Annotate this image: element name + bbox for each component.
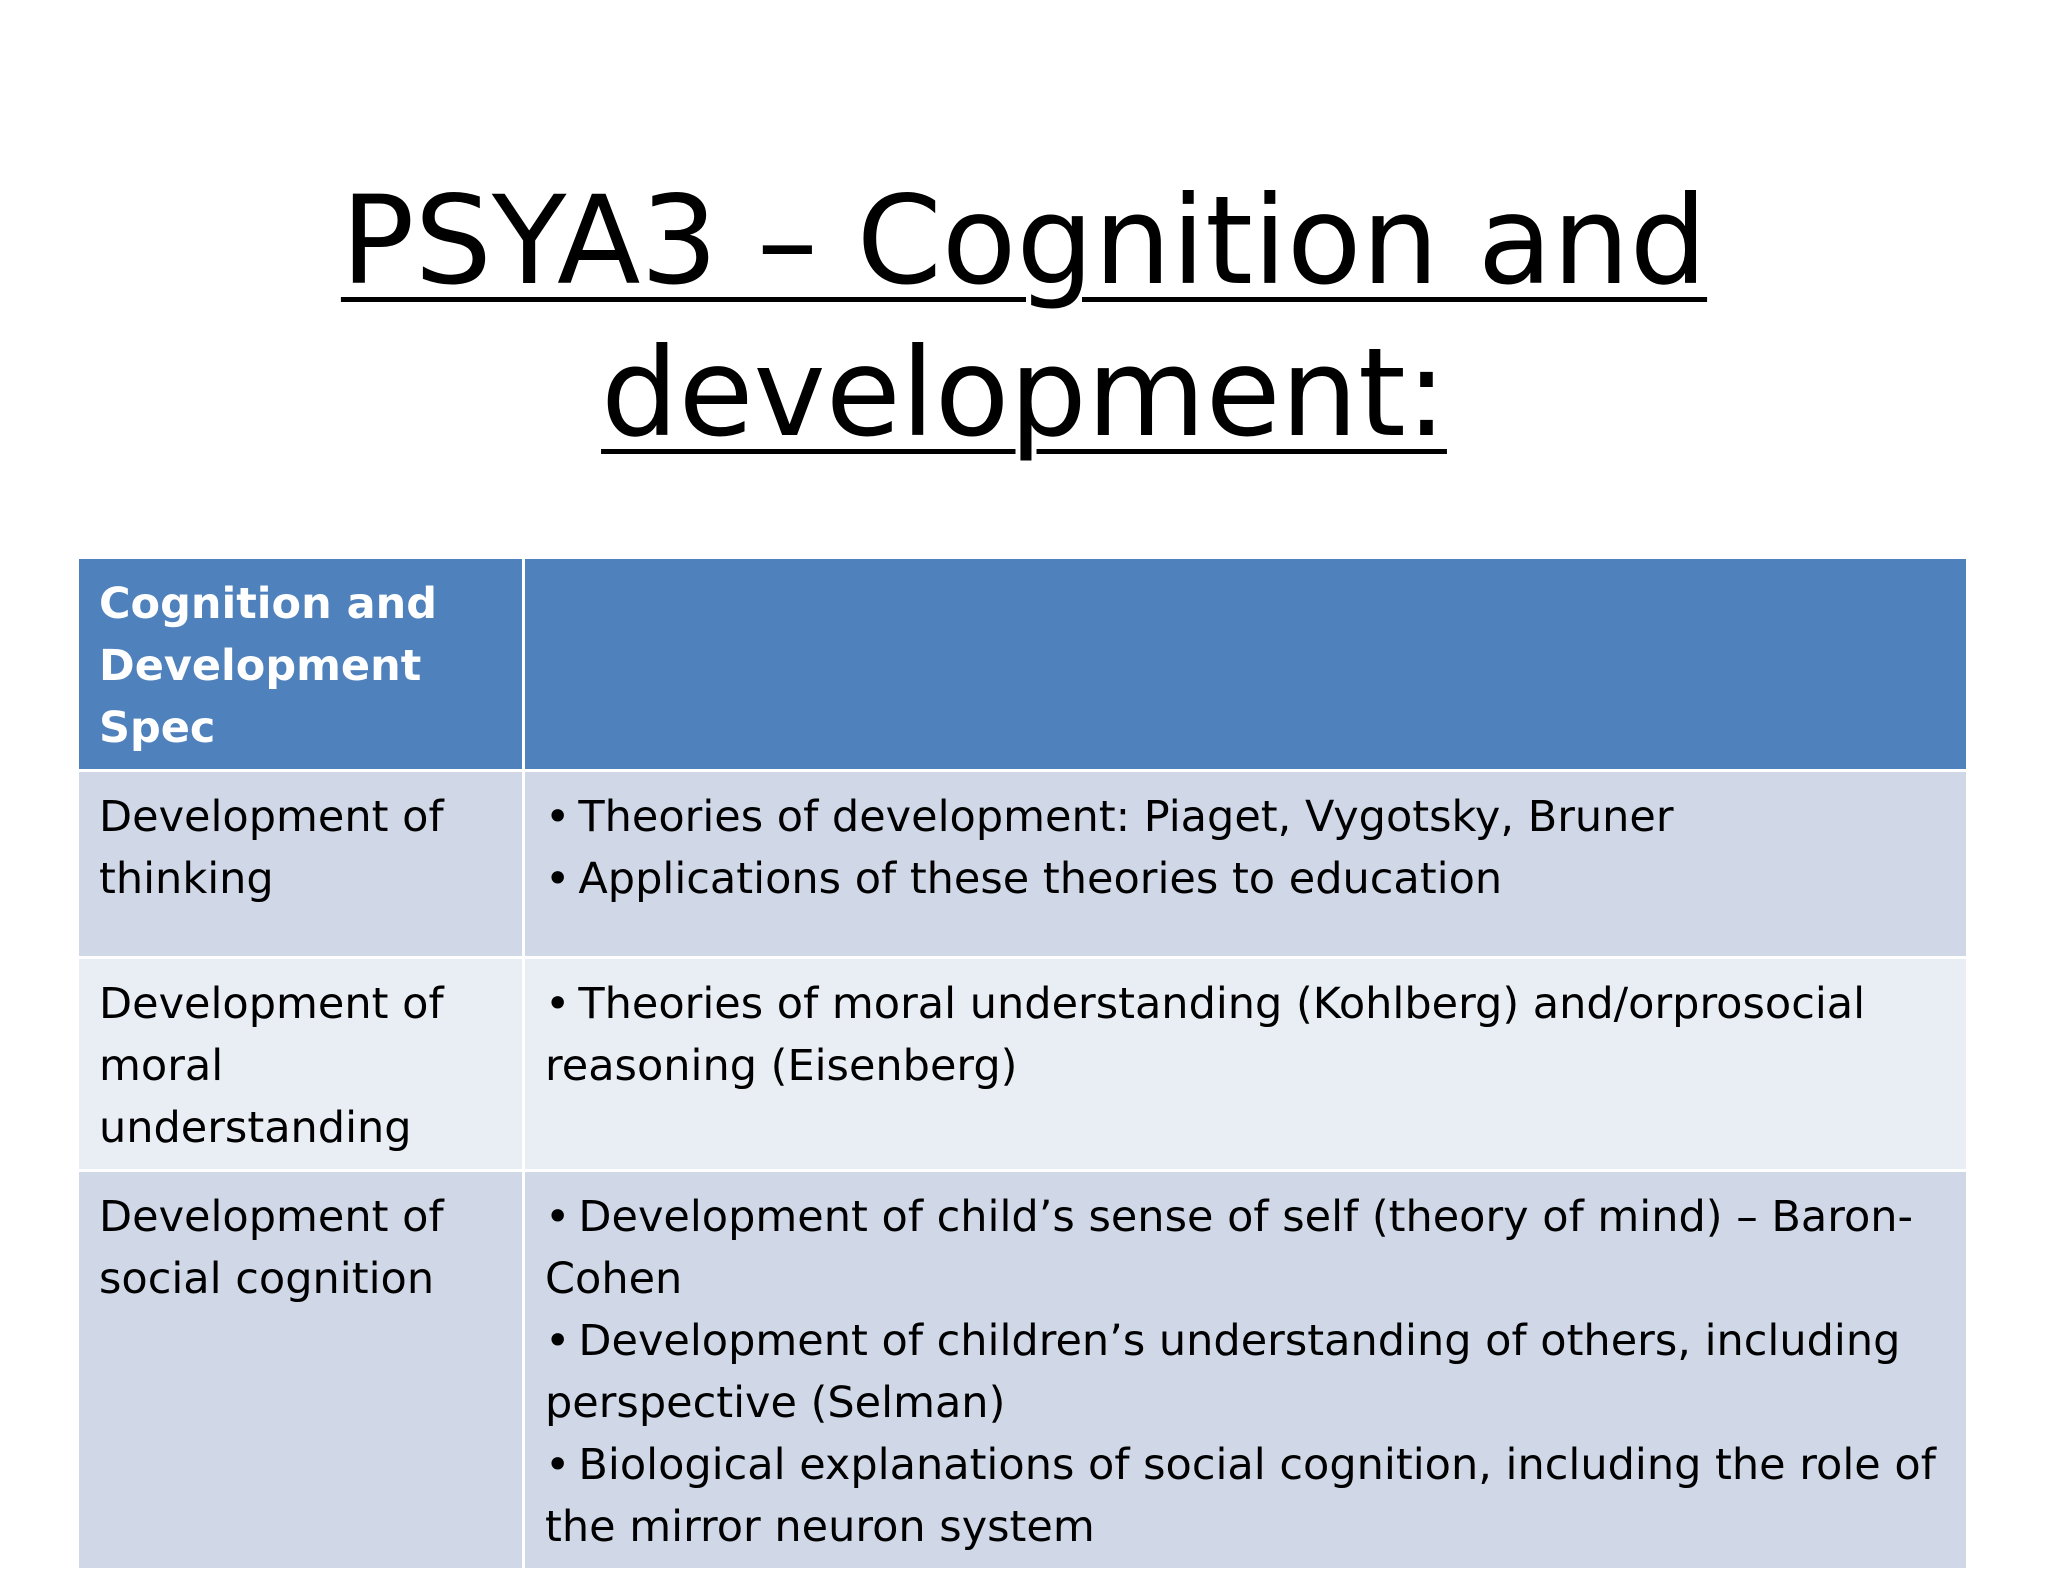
row-content [524,958,1968,1171]
list-item: • Development of child’s sense of self (theory of mind) – Baron-Cohen [545,1186,1946,1310]
list-item: • Development of children’s understanding of others, including perspective (Selman) [545,1310,1946,1434]
list-item: • Biological explanations of social cognition, including the role of the mirror neuron system [545,1434,1946,1558]
slide-title [0,165,2048,469]
slide-title-line-2: development: [601,322,1447,464]
row-content [524,771,1968,958]
table-header-content [524,558,1968,771]
list-item: • Theories of moral understanding (Kohlberg) and/orprosocial reasoning (Eisenberg) [545,973,1946,1097]
row-topic: Development of thinking [78,771,524,958]
table-header-row [78,558,1968,771]
list-item: • Applications of these theories to education [545,848,1946,910]
row-topic: Development of social cognition [78,1171,524,1570]
row-topic: Development of moral understanding [78,958,524,1171]
table-row [78,958,1968,1171]
table-header-spec: Cognition and Development Spec [78,558,524,771]
list-item: • Theories of development: Piaget, Vygotsky, Bruner [545,786,1946,848]
slide-title-line-1: PSYA3 – Cognition and [340,170,1708,312]
table-row [78,771,1968,958]
row-content [524,1171,1968,1570]
spec-table [76,556,1969,1571]
table-row [78,1171,1968,1570]
